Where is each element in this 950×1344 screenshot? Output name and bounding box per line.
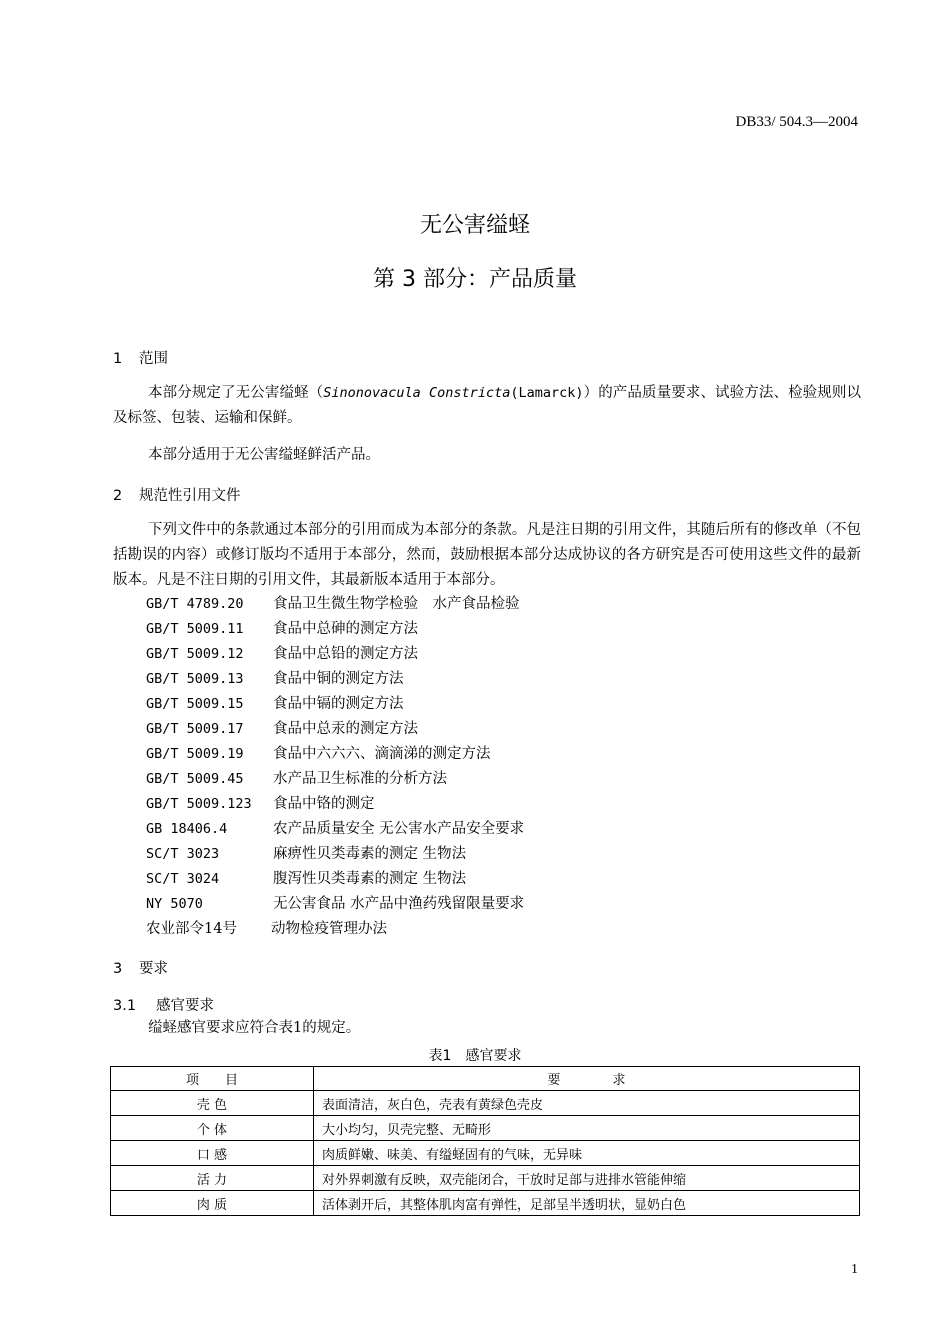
standard-code: DB33/ 504.3—2004 [735, 114, 858, 130]
reference-item [146, 667, 404, 692]
reference-item [146, 692, 404, 717]
reference-code: GB/T 5009.11 [146, 621, 244, 637]
item-cell: 个 体 [111, 1116, 314, 1141]
section-3-1-heading [113, 994, 214, 1015]
requirement-cell: 肉质鲜嫩、味美、有缢蛏固有的气味，无异味 [314, 1141, 860, 1166]
table-row [111, 1191, 860, 1216]
table-row [111, 1091, 860, 1116]
document-subtitle: 第 3 部分：产品质量 [373, 267, 577, 292]
reference-code: SC/T 3024 [146, 871, 220, 887]
section-number: 3 [113, 961, 123, 977]
scope-paragraph [113, 381, 861, 431]
reference-code: GB/T 5009.123 [146, 796, 252, 812]
reference-name: 食品中镉的测定方法 [273, 696, 404, 712]
sensory-requirements-table [110, 1066, 860, 1216]
reference-code: GB/T 5009.17 [146, 721, 244, 737]
reference-item [146, 792, 375, 817]
table-header-row [111, 1067, 860, 1091]
reference-item [146, 892, 524, 917]
reference-item [146, 742, 491, 767]
reference-name: 无公害食品 水产品中渔药残留限量要求 [273, 896, 525, 912]
table-caption: 表1 感官要求 [428, 1048, 522, 1064]
reference-item [146, 642, 418, 667]
table-row [111, 1141, 860, 1166]
section-title: 要求 [139, 961, 168, 977]
section-number: 3.1 [113, 998, 137, 1014]
reference-name: 麻痹性贝类毒素的测定 生物法 [273, 846, 467, 862]
reference-name: 食品中总铅的测定方法 [273, 646, 418, 662]
reference-item [146, 867, 466, 892]
reference-code: GB 18406.4 [146, 821, 228, 837]
reference-name: 农产品质量安全 无公害水产品安全要求 [273, 821, 525, 837]
normative-paragraph: 下列文件中的条款通过本部分的引用而成为本部分的条款。凡是注日期的引用文件，其随后所有的修改单（不包括勘误的内容）或修订版均不适用于本部分，然而，鼓励根据本部分达成协议的各方研究是否可使用这些文件的最新版本。凡是不注日期的引用文件，其最新版本适用于本部分。 [113, 522, 861, 588]
requirement-cell: 大小均匀，贝壳完整、无畸形 [314, 1116, 860, 1141]
reference-name: 食品中铬的测定 [273, 796, 375, 812]
requirement-cell: 对外界刺激有反映，双壳能闭合，干放时足部与进排水管能伸缩 [314, 1166, 860, 1191]
section-2-heading [113, 484, 241, 505]
reference-item [146, 717, 418, 742]
reference-item [146, 917, 387, 942]
column-header-item: 项 目 [111, 1067, 314, 1091]
table-row [111, 1166, 860, 1191]
section-title: 感官要求 [156, 998, 214, 1014]
section-number: 2 [113, 488, 123, 504]
scope-text-a: 本部分规定了无公害缢蛏（ [148, 385, 324, 401]
requirement-cell: 活体剥开后，其整体肌肉富有弹性，足部呈半透明状，显奶白色 [314, 1191, 860, 1216]
reference-name: 动物检疫管理办法 [271, 921, 387, 937]
reference-name: 食品中六六六、滴滴涕的测定方法 [273, 746, 491, 762]
item-cell: 活 力 [111, 1166, 314, 1191]
reference-item [146, 842, 466, 867]
reference-item [146, 817, 524, 842]
scope-text-b: ）的产品质量要求、试验方法、检验规则以及标签、包装、运输和保鲜。 [113, 385, 862, 426]
reference-name: 腹泻性贝类毒素的测定 生物法 [273, 871, 467, 887]
page-number: 1 [851, 1262, 858, 1277]
reference-name: 食品中总砷的测定方法 [273, 621, 418, 637]
reference-code: SC/T 3023 [146, 846, 220, 862]
reference-name: 食品中总汞的测定方法 [273, 721, 418, 737]
requirement-cell: 表面清洁，灰白色，壳表有黄绿色壳皮 [314, 1091, 860, 1116]
reference-name: 食品中铜的测定方法 [273, 671, 404, 687]
item-cell: 肉 质 [111, 1191, 314, 1216]
section-title: 范围 [139, 351, 168, 367]
reference-item [146, 617, 418, 642]
document-title: 无公害缢蛏 [419, 213, 530, 238]
section-title: 规范性引用文件 [139, 488, 241, 504]
reference-code: 农业部令14号 [146, 921, 237, 937]
reference-name: 食品卫生微生物学检验 水产食品检验 [273, 596, 520, 612]
section-number: 1 [113, 351, 123, 367]
column-header-requirement: 要 求 [314, 1067, 860, 1091]
item-cell: 壳 色 [111, 1091, 314, 1116]
reference-code: GB/T 5009.19 [146, 746, 244, 762]
reference-code: GB/T 5009.13 [146, 671, 244, 687]
sensory-paragraph: 缢蛏感官要求应符合表1的规定。 [148, 1020, 361, 1036]
section-1-heading [113, 347, 168, 368]
reference-code: GB/T 5009.15 [146, 696, 244, 712]
reference-code: NY 5070 [146, 896, 203, 912]
reference-name: 水产品卫生标准的分析方法 [273, 771, 447, 787]
reference-code: GB/T 5009.45 [146, 771, 244, 787]
reference-code: GB/T 5009.12 [146, 646, 244, 662]
section-3-heading [113, 957, 168, 978]
table-row [111, 1116, 860, 1141]
species-author: (Lamarck) [510, 385, 584, 401]
reference-item [146, 767, 447, 792]
reference-item [146, 592, 520, 617]
species-name: Sinonovacula Constricta [323, 385, 511, 401]
item-cell: 口 感 [111, 1141, 314, 1166]
applicability-paragraph: 本部分适用于无公害缢蛏鲜活产品。 [148, 447, 380, 463]
reference-code: GB/T 4789.20 [146, 596, 244, 612]
